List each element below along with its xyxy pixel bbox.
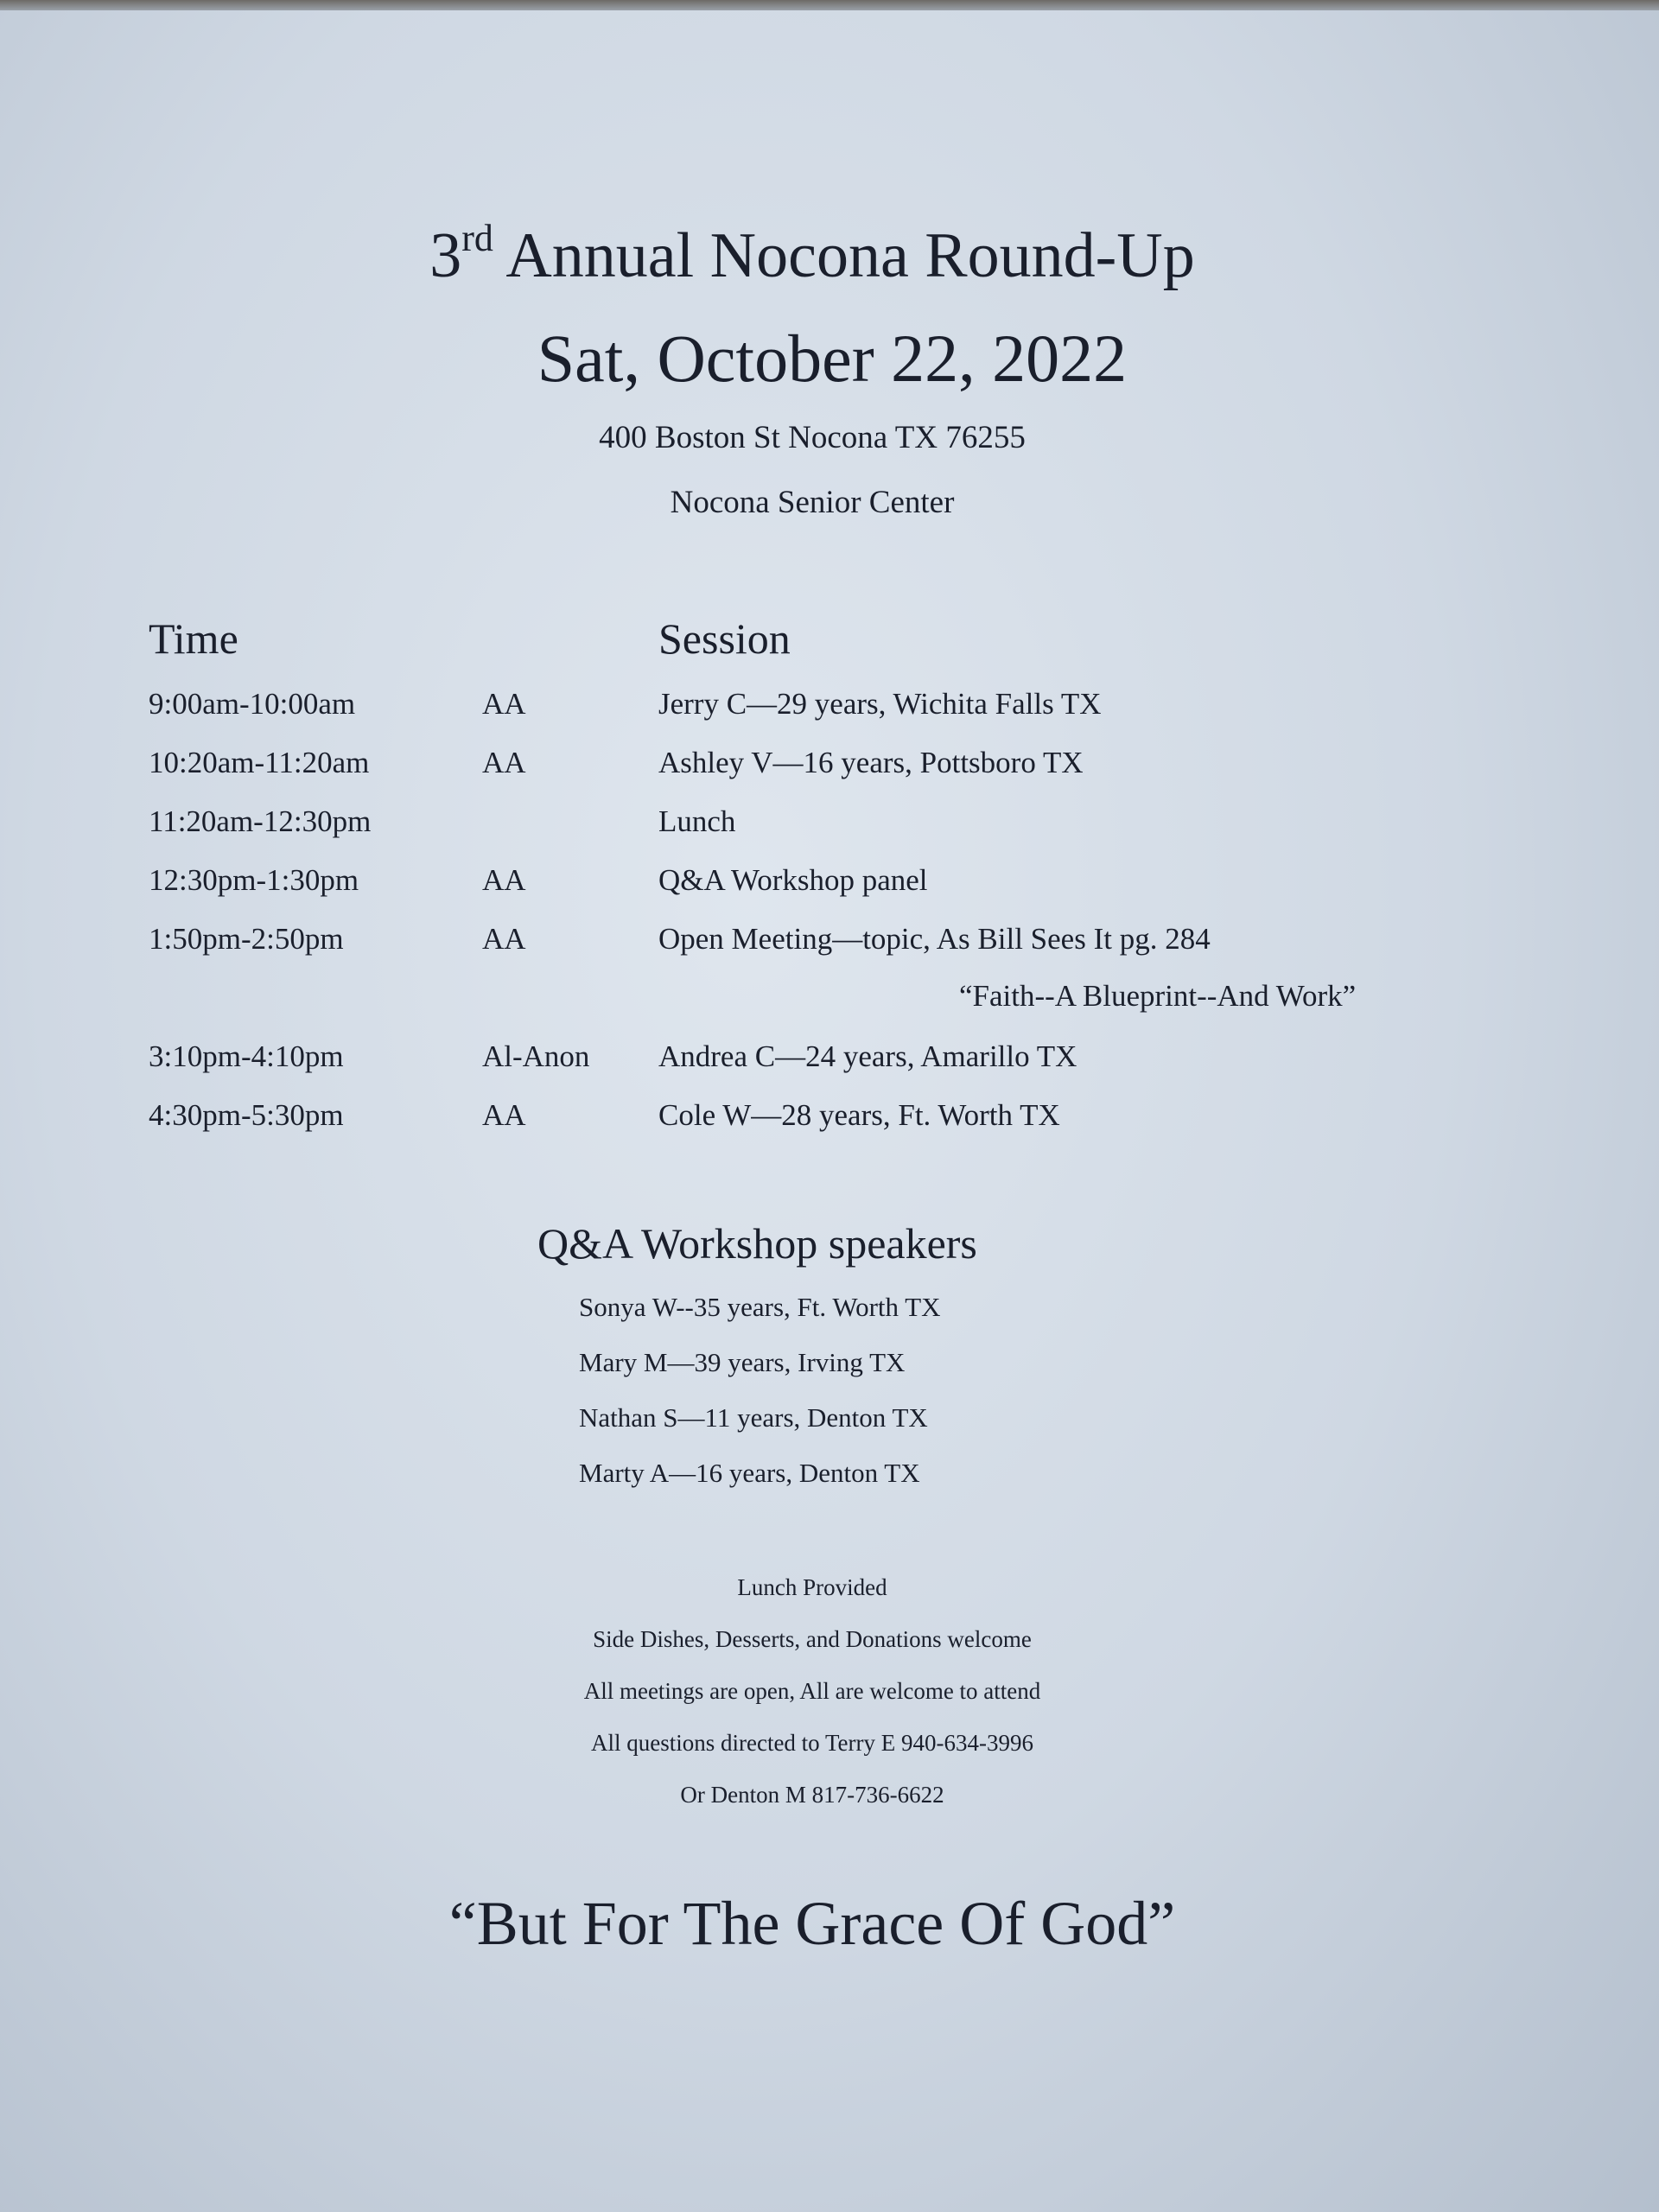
row-meeting-type: AA — [482, 863, 526, 897]
title-text: Annual Nocona Round-Up — [493, 220, 1195, 291]
note-contact-denton: Or Denton M 817-736-6622 — [680, 1782, 944, 1808]
row-time: 3:10pm-4:10pm — [149, 1039, 344, 1073]
topic-continuation: “Faith--A Blueprint--And Work” — [959, 979, 1357, 1013]
row-meeting-type: Al-Anon — [482, 1039, 590, 1073]
motto: “But For The Grace Of God” — [448, 1889, 1176, 1958]
row-session: Jerry C—29 years, Wichita Falls TX — [658, 687, 1102, 721]
row-time: 11:20am-12:30pm — [149, 804, 372, 838]
row-session: Open Meeting—topic, As Bill Sees It pg. 284 — [658, 922, 1211, 956]
row-session: Cole W—28 years, Ft. Worth TX — [658, 1098, 1060, 1132]
note-lunch: Lunch Provided — [737, 1574, 887, 1600]
workshop-speaker: Marty A—16 years, Denton TX — [579, 1458, 920, 1488]
title-ordinal: 3 — [429, 220, 462, 291]
event-address: 400 Boston St Nocona TX 76255 — [599, 420, 1026, 455]
session-column-header: Session — [658, 614, 791, 663]
row-meeting-type: AA — [482, 922, 526, 956]
note-donations: Side Dishes, Desserts, and Donations welcome — [593, 1626, 1032, 1652]
row-meeting-type: AA — [482, 1098, 526, 1132]
time-column-header: Time — [149, 614, 238, 663]
row-time: 10:20am-11:20am — [149, 746, 370, 779]
page-top-edge — [0, 0, 1659, 10]
row-time: 9:00am-10:00am — [149, 687, 356, 721]
row-meeting-type: AA — [482, 746, 526, 779]
row-time: 12:30pm-1:30pm — [149, 863, 359, 897]
title-ordinal-suffix: rd — [461, 217, 493, 259]
row-session: Andrea C—24 years, Amarillo TX — [658, 1039, 1077, 1073]
row-session: Lunch — [658, 804, 736, 838]
event-title — [0, 216, 1642, 293]
event-venue: Nocona Senior Center — [670, 485, 955, 520]
row-time: 1:50pm-2:50pm — [149, 922, 344, 956]
flyer-page — [0, 9, 1659, 2212]
note-open-meetings: All meetings are open, All are welcome to attend — [583, 1678, 1041, 1704]
note-contact-terry: All questions directed to Terry E 940-634-3996 — [590, 1730, 1033, 1756]
event-date: Sat, October 22, 2022 — [537, 321, 1128, 396]
workshop-speaker: Nathan S—11 years, Denton TX — [579, 1402, 928, 1433]
workshop-speaker: Mary M—39 years, Irving TX — [579, 1347, 906, 1377]
workshop-heading: Q&A Workshop speakers — [537, 1219, 977, 1268]
row-time: 4:30pm-5:30pm — [149, 1098, 344, 1132]
row-session: Ashley V—16 years, Pottsboro TX — [658, 746, 1084, 779]
workshop-speaker: Sonya W--35 years, Ft. Worth TX — [579, 1292, 941, 1322]
row-meeting-type: AA — [482, 687, 526, 721]
row-session: Q&A Workshop panel — [658, 863, 928, 897]
